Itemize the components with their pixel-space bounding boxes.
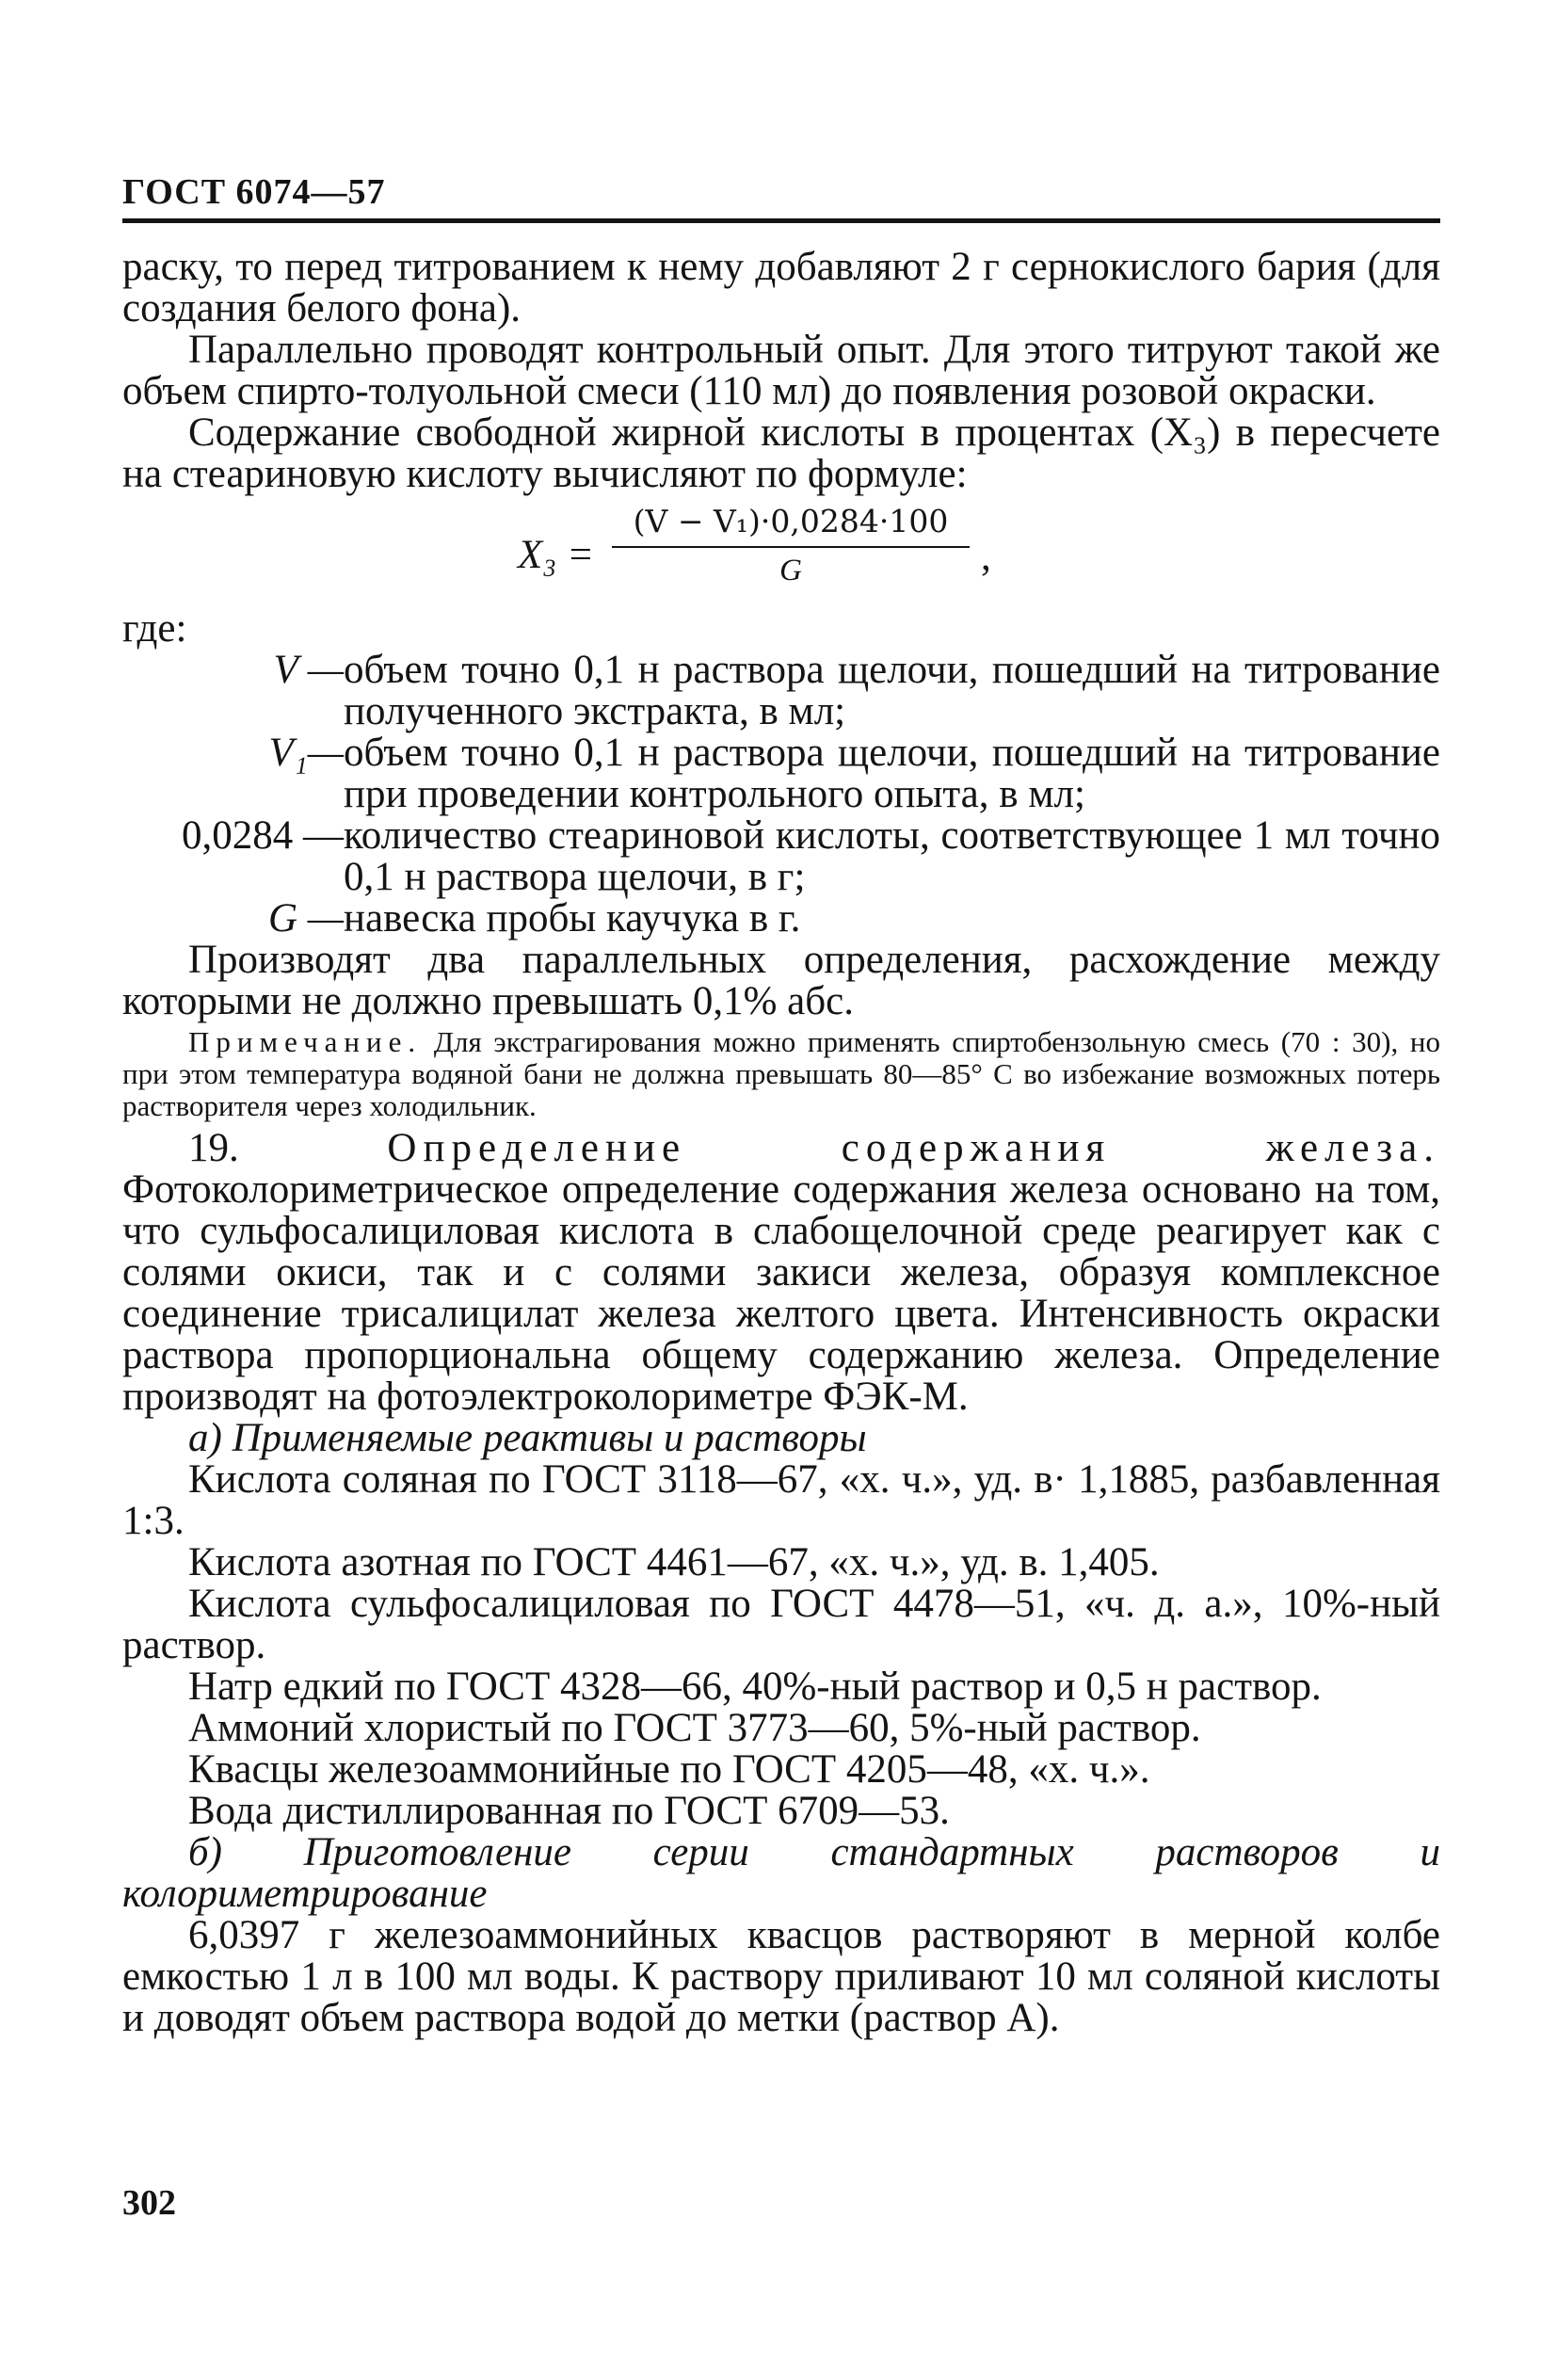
note-text: Для экстрагирования можно применять спиртобензольную смесь (70 : 30), но при этом температура водяной бани не должна превышать 80—85° С во избежание возможных потерь растворителя через холодильник. [122,1025,1440,1122]
subsection-b-title: б) Приготовление серии стандартных растворов и колориметрирование [122,1830,1440,1916]
reagent-item: Кислота соляная по ГОСТ 3118—67, «х. ч.», уд. в· 1,1885, разбавленная 1:3. [122,1457,1440,1543]
formula-numerator: (V − V₁)·0,0284·100 [633,503,949,539]
page-header: ГОСТ 6074—57 [122,172,386,212]
definition-symbol: V₁— [268,731,344,775]
reagent-item: Кислота сульфосалициловая по ГОСТ 4478—51, «ч. д. а.», 10%-ный раствор. [122,1582,1440,1667]
definition-item [122,650,1440,732]
definition-item [122,898,1440,940]
definition-text: объем точно 0,1 н раствора щелочи, пошедший на титрование полученного экстракта, в мл; [344,648,1440,733]
reagent-item: Кислота азотная по ГОСТ 4461—67, «х. ч.», уд. в. 1,405. [188,1540,1160,1584]
paragraph: раску, то перед титрованием к нему добавляют 2 г сернокислого бария (для создания белого фона). [122,245,1440,330]
reagent-item: Натр едкий по ГОСТ 4328—66, 40%-ный раствор и 0,5 н раствор. [188,1664,1322,1709]
definition-symbol: G — [267,896,344,941]
header-rule [122,218,1440,223]
definition-symbol: V — [273,648,344,692]
definition-text: объем точно 0,1 н раствора щелочи, пошедший на титрование при проведении контрольного опыта, в мл; [344,731,1440,816]
note [122,1026,1440,1122]
paragraph: Параллельно проводят контрольный опыт. Для этого титруют такой же объем спирто-толуольной смеси (110 мл) до появления розовой окраски. [122,328,1440,413]
page-number: 302 [122,2183,176,2223]
definition-text: навеска пробы каучука в г. [344,896,801,941]
formula-trail: , [981,535,991,579]
definition-item [122,732,1440,815]
page-body [122,247,1440,2039]
reagent-item: Аммоний хлористый по ГОСТ 3773—60, 5%-ный раствор. [188,1706,1201,1750]
paragraph: 6,0397 г железоаммонийных квасцов растворяют в мерной колбе емкостью 1 л в 100 мл воды. К раствору приливают 10 мл соляной кислоты и доводят объем раствора водой до метки (раствор А). [122,1913,1440,2040]
section-19 [122,1128,1440,1418]
subsection-a-title: а) Применяемые реактивы и растворы [188,1416,867,1460]
definition-item [122,815,1440,898]
section-number: 19. [188,1126,239,1170]
paragraph: Производят два параллельных определения, расхождение между которыми не должно превышать 0,1% абс. [122,938,1440,1023]
where-label: где: [122,606,187,651]
reagent-item: Квасцы железоаммонийные по ГОСТ 4205—48, «х. ч.». [188,1747,1150,1792]
formula-fraction [612,501,970,591]
formula-lhs: X₃ = [518,533,594,577]
definition-text: количество стеариновой кислоты, соответствующее 1 мл точно 0,1 н раствора щелочи, в г; [344,813,1440,899]
formula-denominator: G [779,554,802,587]
note-label: Примечание. [188,1025,423,1058]
reagent-item: Вода дистиллированная по ГОСТ 6709—53. [188,1789,950,1833]
section-heading: Определение содержания железа. [387,1126,1440,1170]
formula [122,501,1440,604]
definition-symbol: 0,0284 — [182,813,344,858]
section-text: Фотоколориметрическое определение содержания железа основано на том, что сульфосалициловая кислота в слабощелочной среде реагирует как с солями окиси, так и с солями закиси железа, образуя комплексное соединение трисалицилат железа желтого цвета. Интенсивность окраски раствора пропорциональна общему содержанию железа. Определение производят на фотоэлектроколориметре ФЭК-М. [122,1167,1440,1419]
paragraph: Содержание свободной жирной кислоты в процентах (X₃) в пересчете на стеариновую кислоту вычисляют по формуле: [122,410,1440,496]
definitions-list [122,650,1440,940]
fraction-bar [612,546,970,548]
